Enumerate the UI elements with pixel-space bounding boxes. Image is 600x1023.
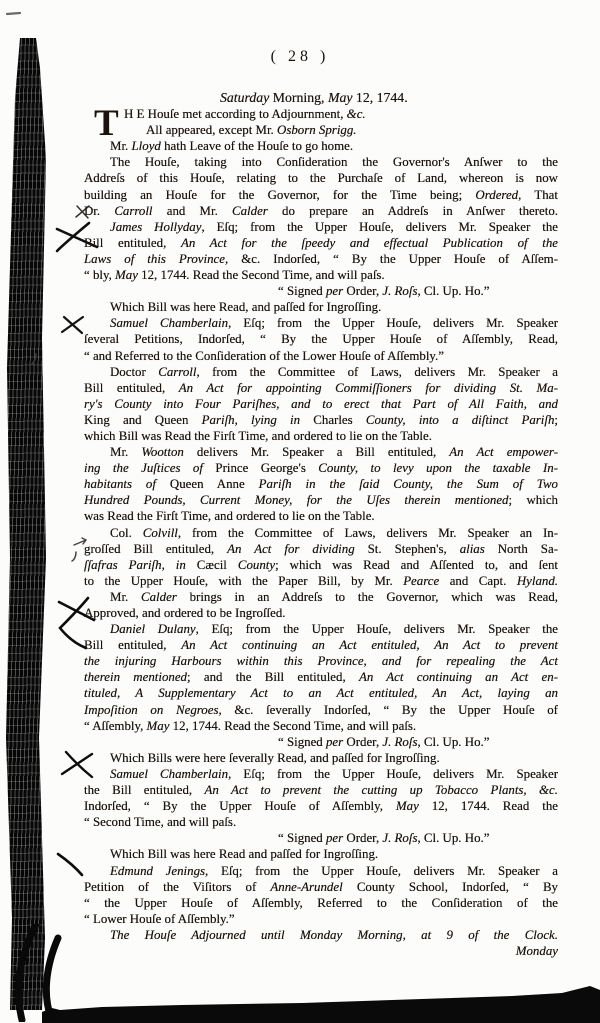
roman-run: “ Second Time, and will paſs.	[84, 815, 237, 830]
roman-run: Order,	[343, 734, 383, 749]
roman-run: 12, 1744. Read the Second Time, and will paſs.	[169, 718, 417, 733]
italic-run: County, to levy upon the taxable In-	[318, 461, 558, 476]
roman-run: Prince George's	[202, 461, 319, 476]
roman-run: “ Signed	[278, 284, 326, 299]
text-line	[84, 90, 558, 106]
roman-run: Petition of the Viſitors of	[84, 879, 271, 894]
roman-run: Which Bill was here Read and paſſed for Ingroſſing.	[110, 847, 379, 862]
roman-run: County School, Indorſed, “ By	[342, 879, 558, 894]
roman-run: Morning,	[269, 90, 328, 105]
roman-run: the Bill entituled,	[84, 783, 205, 798]
roman-run: Mr.	[110, 139, 132, 154]
roman-run: Mr.	[110, 445, 142, 460]
roman-run: “ Signed	[278, 831, 326, 846]
roman-run: Bill entituled,	[84, 638, 182, 653]
text-line	[84, 814, 558, 830]
roman-run: Dr.	[84, 203, 115, 218]
italic-run: Monday	[515, 943, 558, 958]
italic-run: Carroll	[158, 364, 197, 379]
italic-run: An Act empower-	[449, 445, 558, 460]
roman-run: Indorſed, “ By the Upper Houſe of Aſſembly,	[84, 799, 396, 814]
roman-run: Order,	[343, 284, 383, 299]
italic-run: James Hollyday	[110, 219, 202, 234]
italic-run: tituled, A Supplementary Act to an Act entituled, An Act, laying an	[84, 686, 558, 701]
roman-run: ; and the Bill entituled,	[187, 670, 359, 685]
italic-run: Edmund Jenings	[110, 863, 206, 878]
text-block	[84, 90, 558, 959]
italic-run: Impoſition on Negroes,	[84, 702, 222, 717]
text-line	[84, 911, 558, 927]
italic-run: therein mentioned	[84, 670, 187, 685]
text-line	[84, 879, 558, 895]
roman-run: “ Lower Houſe of Aſſembly.”	[84, 911, 235, 926]
roman-run: Charles	[300, 412, 366, 427]
roman-run: Bill entituled,	[84, 235, 181, 250]
roman-run: and Capt.	[439, 573, 517, 588]
text-line	[84, 219, 558, 235]
text-line	[84, 444, 558, 460]
text-line	[84, 154, 558, 170]
italic-run: ſſafras Pariſh, in	[84, 557, 186, 572]
italic-run: Colvill	[142, 525, 178, 540]
text-line	[84, 267, 558, 283]
roman-run: That	[521, 187, 558, 202]
roman-run: 12, 1744.	[352, 90, 408, 105]
roman-run: , Eſq; from the Upper Houſe, delivers Mr. Speaker	[228, 316, 558, 331]
italic-run: per	[325, 831, 344, 846]
roman-run: Bill entituled,	[84, 380, 179, 395]
text-line	[84, 138, 558, 154]
roman-run: Which Bills were here ſeverally Read, and paſſed for Ingroſſing.	[110, 750, 440, 765]
italic-run: Calder	[232, 203, 268, 218]
roman-run: hath Leave of the Houſe to go home.	[160, 139, 354, 154]
roman-run: , Eſq; from the Upper Houſe, delivers Mr. Speaker	[228, 766, 558, 781]
text-line	[84, 798, 558, 814]
text-line	[84, 331, 558, 347]
text-line	[84, 669, 558, 685]
text-line	[84, 187, 558, 203]
roman-run: St. Stephen's,	[354, 541, 460, 556]
italic-run: Saturday	[220, 90, 270, 105]
roman-run: &c. ſeverally Indorſed, “ By the Upper Houſe of	[221, 702, 558, 717]
roman-run: ſeveral Petitions, Indorſed, “ By the Upper Houſe of Aſſembly, Read,	[84, 332, 558, 347]
italic-run: J. Roſs	[382, 831, 418, 846]
text-line	[84, 927, 558, 943]
text-line	[84, 766, 558, 782]
italic-run: ing the Juſtices of	[84, 461, 203, 476]
italic-run: The Houſe Adjourned until Monday Morning, at 9 of the Clock.	[110, 927, 558, 942]
roman-run: “ Signed	[278, 734, 326, 749]
roman-run: , Cl. Up. Ho.”	[417, 734, 490, 749]
italic-run: May	[146, 718, 170, 733]
text-line	[84, 782, 558, 798]
text-line	[84, 170, 558, 186]
italic-run: May	[395, 799, 419, 814]
roman-run: H E Houſe met according to Adjournment,	[124, 107, 347, 122]
text-line	[84, 508, 558, 524]
roman-run: and Mr.	[152, 203, 233, 218]
italic-run: Pearce	[403, 573, 440, 588]
text-line	[84, 476, 558, 492]
roman-run: Mr.	[110, 589, 142, 604]
margin-comma-icon	[30, 352, 40, 366]
text-line	[84, 621, 558, 637]
page-number: ( 28 )	[270, 48, 330, 65]
text-line	[84, 605, 558, 621]
roman-run: North Sa-	[484, 541, 558, 556]
italic-run: An Act continuing an Act en-	[358, 670, 558, 685]
roman-run: “ the Upper Houſe of Aſſembly, Referred to the Conſideration of the	[84, 895, 558, 910]
italic-run: &c.	[346, 107, 366, 122]
roman-run: ; which	[508, 493, 558, 508]
text-line	[84, 283, 558, 299]
text-line	[84, 846, 558, 862]
text-line	[84, 203, 558, 219]
roman-run: , from the Committee of Laws, delivers Mr. Speaker an In-	[177, 525, 558, 540]
margin-comma-icon	[70, 550, 80, 563]
italic-run: Laws of this Province,	[84, 251, 229, 266]
margin-slash-icon	[54, 852, 86, 878]
roman-run: brings in an Addreſs to the Governor, which was Read,	[176, 589, 558, 604]
text-line	[84, 235, 558, 251]
text-line	[84, 685, 558, 701]
italic-run: Wootton	[141, 445, 184, 460]
binding-curl-icon	[2, 924, 90, 1022]
italic-run: May	[327, 90, 353, 105]
italic-run: Hyland.	[516, 573, 558, 588]
roman-run: , Cl. Up. Ho.”	[417, 284, 490, 299]
text-line	[84, 380, 558, 396]
roman-run: Queen Anne	[155, 477, 259, 492]
roman-run: to the Upper Houſe, with the Paper Bill, by Mr.	[84, 573, 404, 588]
italic-run: Samuel Chamberlain	[110, 766, 229, 781]
italic-run: Anne-Arundel	[270, 879, 343, 894]
roman-run: “ bly,	[84, 268, 116, 283]
roman-run: , Eſq; from the Upper Houſe, delivers Mr. Speaker the	[195, 622, 558, 637]
text-line	[84, 460, 558, 476]
text-line	[84, 573, 558, 589]
italic-run: per	[325, 284, 344, 299]
text-line	[84, 525, 558, 541]
text-line	[84, 122, 558, 138]
italic-run: J. Roſs	[382, 734, 418, 749]
italic-run: the injuring Harbours within this Province, and for repealing the Act	[84, 654, 558, 669]
italic-run: alias	[459, 541, 485, 556]
roman-run: , from the Committee of Laws, delivers Mr. Speaker a	[196, 364, 558, 379]
text-line	[84, 364, 558, 380]
italic-run: ry's County into Four Pariſhes, and to erect that Part of All Faith, and	[84, 396, 558, 411]
text-line	[84, 412, 558, 428]
roman-run: Approved, and ordered to be Ingroſſed.	[84, 606, 286, 620]
roman-run: 12, 1744. Read the	[418, 799, 558, 814]
roman-run: , Cl. Up. Ho.”	[417, 831, 490, 846]
text-line	[84, 702, 558, 718]
text-line	[84, 895, 558, 911]
text-line	[84, 653, 558, 669]
text-line	[84, 734, 558, 750]
text-line	[84, 863, 558, 879]
roman-run: ;	[554, 412, 558, 427]
italic-run: Carroll	[114, 203, 153, 218]
roman-run: , Eſq; from the Upper Houſe, delivers Mr. Speaker the	[201, 219, 558, 234]
italic-run: J. Roſs	[382, 284, 418, 299]
italic-run: County	[237, 557, 276, 572]
roman-run: King and Queen	[84, 412, 202, 427]
italic-run: An Act continuing an Act entituled, An Act to prevent	[181, 638, 558, 653]
roman-run: do prepare an Addreſs in Anſwer thereto.	[267, 203, 559, 218]
italic-run: Calder	[141, 589, 177, 604]
text-line	[84, 251, 558, 267]
roman-run: Which Bill was here Read, and paſſed for Ingroſſing.	[110, 300, 382, 315]
italic-run: May	[115, 268, 138, 283]
roman-run: All appeared, except Mr.	[146, 123, 278, 138]
text-line	[84, 943, 558, 959]
italic-run: An Act for appointing Commiſſioners for dividing St. Ma-	[178, 380, 558, 395]
italic-run: per	[325, 734, 344, 749]
roman-run: Doctor	[110, 364, 159, 379]
scan-dash-icon	[6, 11, 22, 17]
italic-run: An Act for the ſpeedy and effectual Publication of the	[180, 235, 558, 250]
italic-run: Pariſh in the ſaid County, the Sum of Two	[258, 477, 558, 492]
italic-run: An Act to prevent the cutting up Tobacco Plants, &c.	[204, 783, 558, 798]
roman-run: Cæcil	[185, 557, 238, 572]
margin-x-icon	[60, 315, 86, 335]
text-line	[84, 106, 558, 122]
roman-run: building an Houſe for the Governor, for the Time being;	[84, 187, 476, 202]
italic-run: Hundred Pounds, Current Money, for the Uſes therein mentioned	[84, 493, 509, 508]
text-line	[84, 718, 558, 734]
italic-run: Pariſh, lying in	[201, 412, 301, 427]
italic-run: Osborn Sprigg.	[277, 123, 357, 138]
italic-run: habitants of	[84, 477, 156, 492]
roman-run: Col.	[110, 525, 143, 540]
roman-run: delivers Mr. Speaker a Bill entituled,	[183, 445, 450, 460]
italic-run: Ordered,	[475, 187, 522, 202]
roman-run: The Houſe, taking into Conſideration the Governor's Anſwer to the	[110, 155, 558, 170]
binding-edge-artifact	[6, 38, 46, 1010]
italic-run: Lloyd	[131, 139, 161, 154]
text-line	[84, 541, 558, 557]
dropcap-letter: T	[94, 103, 119, 144]
text-line	[84, 315, 558, 331]
roman-run: &c. Indorſed, “ By the Upper Houſe of Aſſem-	[228, 251, 558, 266]
text-line	[84, 830, 558, 846]
text-line	[84, 348, 558, 364]
italic-run: Daniel Dulany	[110, 622, 196, 637]
text-line	[84, 557, 558, 573]
roman-run: “ Aſſembly,	[84, 718, 147, 733]
bottom-edge-artifact	[42, 986, 600, 1023]
roman-run: ; which was Read and Aſſented to, and ſent	[275, 557, 558, 572]
text-line	[84, 428, 558, 444]
text-line	[84, 589, 558, 605]
italic-run: County, into a diſtinct Pariſh	[365, 412, 555, 427]
text-line	[84, 396, 558, 412]
roman-run: “ and Referred to the Conſideration of the Lower Houſe of Aſſembly.”	[84, 348, 444, 363]
text-line	[84, 299, 558, 315]
roman-run: groſſed Bill entituled,	[84, 541, 228, 556]
roman-run: , Eſq; from the Upper Houſe, delivers Mr. Speaker a	[205, 863, 558, 878]
roman-run: which Bill was Read the Firſt Time, and ordered to lie on the Table.	[84, 428, 432, 443]
text-line	[84, 637, 558, 653]
text-line	[84, 750, 558, 766]
roman-run: Addreſs of this Houſe, relating to the Purchaſe of Land, whereon is now	[84, 171, 558, 186]
italic-run: Samuel Chamberlain	[110, 316, 229, 331]
roman-run: Order,	[343, 831, 383, 846]
roman-run: was Read the Firſt Time, and ordered to lie on the Table.	[84, 509, 375, 524]
roman-run: 12, 1744. Read the Second Time, and will paſs.	[137, 268, 385, 283]
text-line	[84, 492, 558, 508]
italic-run: An Act for dividing	[227, 541, 355, 556]
